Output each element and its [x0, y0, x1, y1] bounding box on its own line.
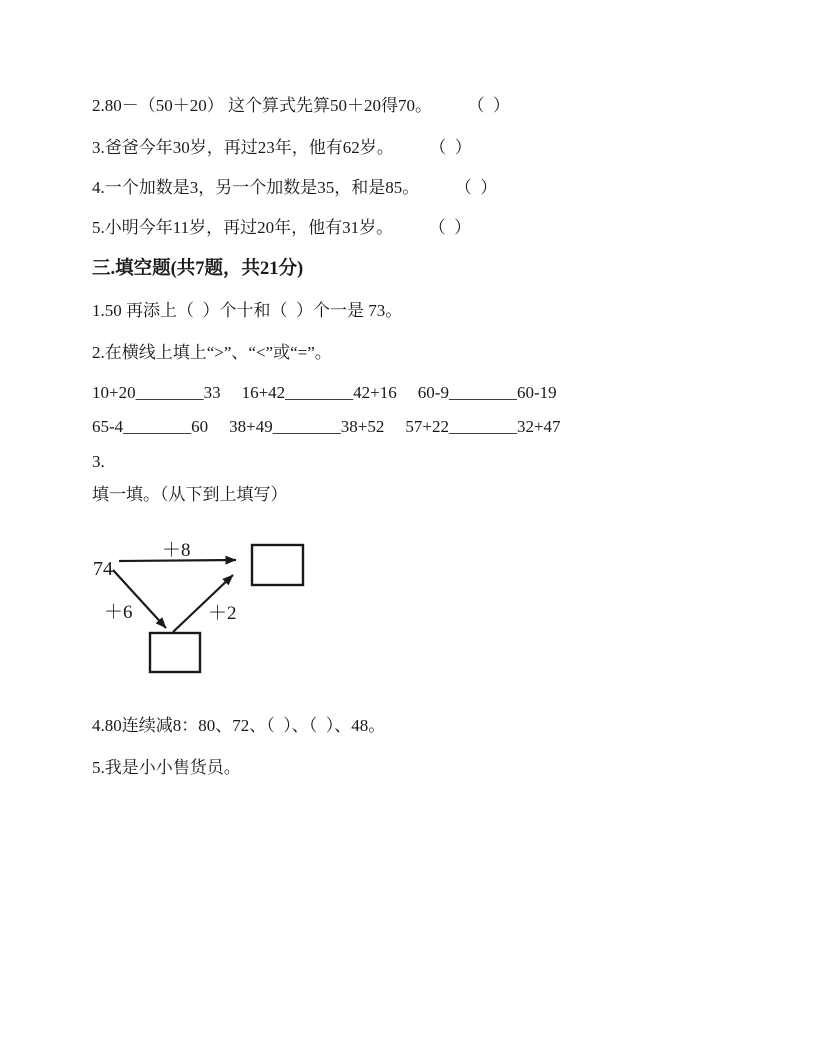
fill-question-5: 5.我是小小售货员。	[92, 758, 241, 777]
compare-cell: 16+42________42+16	[241, 383, 397, 402]
compare-cell: 65-4________60	[92, 417, 209, 436]
judge-item-2-text: 2.80－（50＋20） 这个算式先算50＋20得70。	[92, 96, 432, 115]
compare-cell: 60-9________60-19	[417, 383, 557, 402]
judge-item-5-answer-parentheses: （ ）	[437, 218, 472, 237]
judge-item-2-answer-parentheses: （ ）	[476, 96, 510, 115]
judge-item-4-answer-parentheses: （ ）	[463, 178, 498, 197]
compare-row-2	[92, 416, 561, 438]
compare-row-1	[92, 382, 557, 404]
diagram-start-value: 74	[93, 558, 113, 580]
answer-box-top	[252, 545, 303, 585]
answer-box-bottom	[150, 633, 200, 672]
diagram-label-plus8: ＋8	[162, 540, 191, 561]
judge-item-4	[92, 177, 497, 199]
judge-item-5	[92, 217, 471, 239]
diagram-label-plus2: ＋2	[208, 603, 237, 624]
diagram-label-plus6: ＋6	[104, 602, 133, 623]
judge-item-3	[92, 137, 472, 159]
fill-question-2: 2.在横线上填上“>”、“<”或“=”。	[92, 343, 332, 362]
judge-item-5-text: 5.小明今年11岁，再过20年，他有31岁。	[92, 218, 394, 237]
compare-cell: 10+20________33	[92, 383, 221, 402]
judge-item-2	[92, 95, 510, 117]
compare-cell: 38+49________38+52	[229, 417, 385, 436]
judge-item-3-answer-parentheses: （ ）	[437, 138, 472, 157]
compare-cell: 57+22________32+47	[405, 417, 561, 436]
fill-diagram	[85, 537, 315, 682]
fill-question-3-instruction: 填一填。（从下到上填写）	[92, 485, 288, 504]
judge-item-3-text: 3.爸爸今年30岁，再过23年，他有62岁。	[92, 138, 394, 157]
judge-item-4-text: 4.一个加数是3，另一个加数是35，和是85。	[92, 178, 420, 197]
fill-question-3-number: 3.	[92, 452, 105, 471]
section-heading-fill-in: 三.填空题(共7题，共21分)	[92, 259, 304, 279]
fill-question-4: 4.80连续减8：80、72、（ ）、（ ）、48。	[92, 716, 386, 735]
fill-question-1: 1.50 再添上（ ）个十和（ ）个一是 73。	[92, 301, 403, 320]
